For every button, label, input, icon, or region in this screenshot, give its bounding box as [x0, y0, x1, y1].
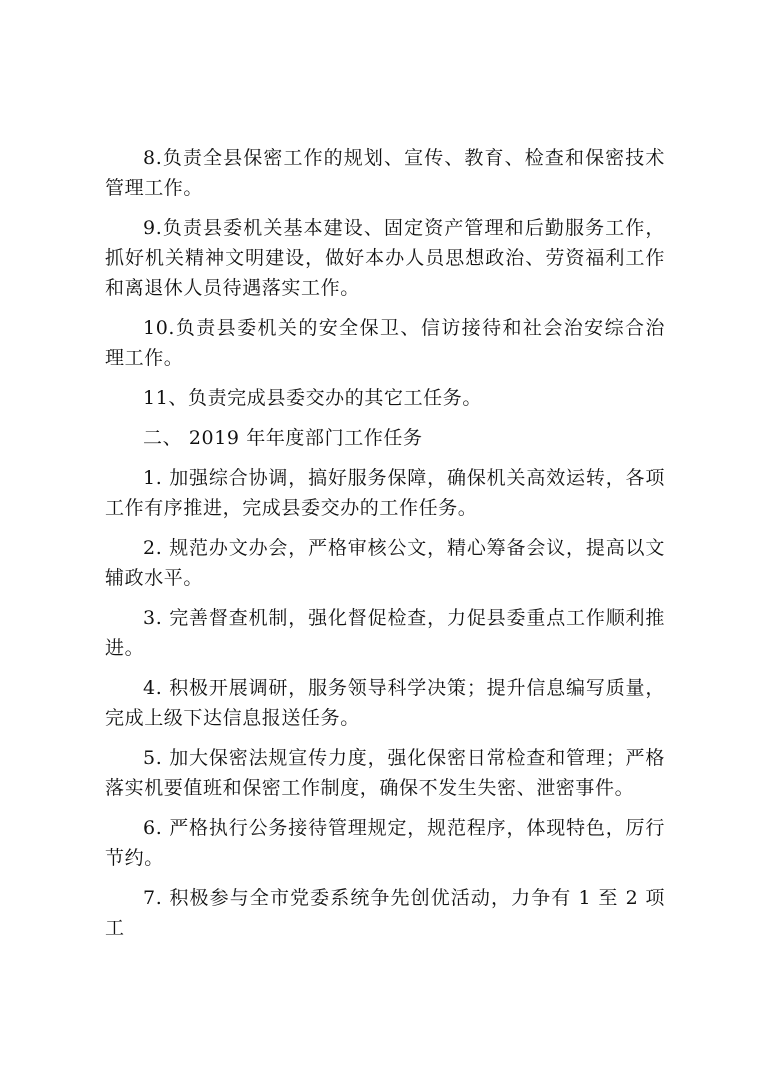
duty-item-8: 8.负责全县保密工作的规划、宣传、教育、检查和保密技术管理工作。 — [105, 147, 665, 199]
duty-item-9: 9.负责县委机关基本建设、固定资产管理和后勤服务工作，抓好机关精神文明建设，做好本办人员思想政治、劳资福利工作和离退休人员待遇落实工作。 — [105, 217, 665, 299]
task-item-7: 7. 积极参与全市党委系统争先创优活动，力争有 1 至 2 项工 — [105, 887, 665, 939]
task-item-5: 5. 加大保密法规宣传力度，强化保密日常检查和管理；严格落实机要值班和保密工作制度，确保不发生失密、泄密事件。 — [105, 747, 665, 799]
duty-item-10: 10.负责县委机关的安全保卫、信访接待和社会治安综合治理工作。 — [105, 317, 665, 369]
task-item-1: 1. 加强综合协调，搞好服务保障，确保机关高效运转，各项工作有序推进，完成县委交办的工作任务。 — [105, 467, 665, 519]
task-item-2: 2. 规范办文办会，严格审核公文，精心筹备会议，提高以文辅政水平。 — [105, 537, 665, 589]
task-item-3: 3. 完善督查机制，强化督促检查，力促县委重点工作顺利推进。 — [105, 607, 665, 659]
duty-item-11: 11、负责完成县委交办的其它工任务。 — [143, 387, 482, 409]
task-item-4: 4. 积极开展调研，服务领导科学决策；提升信息编写质量，完成上级下达信息报送任务。 — [105, 677, 665, 729]
document-body — [105, 143, 665, 953]
section-heading-2019-tasks: 二、 2019 年年度部门工作任务 — [143, 427, 423, 449]
task-item-6: 6. 严格执行公务接待管理规定，规范程序，体现特色，厉行节约。 — [105, 817, 665, 869]
